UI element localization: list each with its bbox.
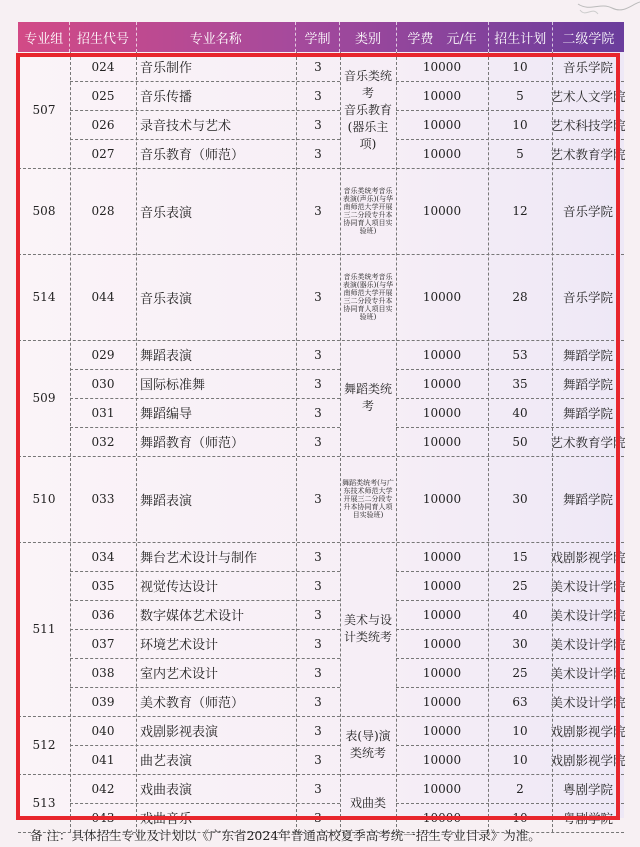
column-divider	[296, 52, 297, 832]
header-plan: 招生计划	[489, 22, 553, 52]
row-divider	[396, 600, 624, 601]
enrollment-plan: 5	[516, 88, 524, 103]
college-name: 音乐学院	[562, 290, 613, 305]
major-name: 室内艺术设计	[140, 667, 219, 682]
tuition-fee: 10000	[422, 636, 462, 651]
enrollment-code: 039	[91, 694, 115, 709]
enrollment-code: 040	[91, 723, 115, 738]
study-years: 3	[314, 636, 322, 651]
major-name: 音乐传播	[140, 90, 193, 105]
table-header	[18, 22, 624, 52]
row-divider	[396, 110, 624, 111]
enrollment-plan: 10	[512, 810, 528, 825]
college-name: 艺术教育学院	[550, 146, 626, 162]
enrollment-plan: 10	[512, 117, 528, 132]
college-name: 戏剧影视学院	[550, 723, 626, 739]
college-name: 舞蹈学院	[562, 405, 613, 421]
row-divider	[396, 658, 624, 659]
study-years: 3	[314, 204, 322, 218]
tuition-fee: 10000	[422, 781, 462, 796]
row-divider	[70, 139, 340, 140]
tuition-fee: 10000	[422, 578, 462, 593]
tuition-fee: 10000	[422, 607, 462, 622]
study-years: 3	[314, 59, 322, 74]
study-years: 3	[314, 578, 322, 593]
major-name: 音乐表演	[140, 205, 193, 221]
enrollment-plan: 40	[512, 607, 528, 622]
row-divider	[396, 629, 624, 630]
category-cell: 戏曲类	[349, 795, 386, 810]
header-college: 二级学院	[562, 31, 615, 47]
study-years: 3	[314, 117, 322, 132]
major-name: 舞台艺术设计与制作	[140, 551, 258, 566]
row-divider	[70, 81, 340, 82]
major-name: 戏剧影视表演	[140, 725, 219, 740]
major-name: 戏曲表演	[140, 783, 193, 798]
header-years: 学制	[296, 22, 340, 52]
tuition-fee: 10000	[422, 434, 462, 449]
enrollment-plan: 10	[512, 752, 528, 767]
major-name: 环境艺术设计	[140, 638, 219, 653]
category-cell: 舞蹈类统考(与广东技术师范大学开展三二分段专升本协同育人项目实验班)	[342, 479, 394, 519]
row-divider	[70, 398, 340, 399]
study-years: 3	[314, 810, 322, 825]
major-name: 戏曲音乐	[140, 812, 193, 827]
header-group: 专业组	[18, 22, 70, 52]
enrollment-code: 031	[91, 405, 115, 420]
row-divider	[396, 687, 624, 688]
major-name: 数字媒体艺术设计	[140, 609, 245, 624]
enrollment-plan: 10	[512, 59, 528, 74]
enrollment-plan: 63	[512, 694, 528, 709]
enrollment-code: 038	[91, 665, 115, 680]
study-years: 3	[314, 752, 322, 767]
row-divider	[396, 571, 624, 572]
row-divider	[70, 369, 340, 370]
major-name: 曲艺表演	[140, 754, 193, 769]
major-name: 视觉传达设计	[140, 580, 219, 595]
major-name: 音乐教育（师范）	[140, 148, 245, 163]
tuition-fee: 10000	[422, 405, 462, 420]
row-divider	[396, 81, 624, 82]
tuition-fee: 10000	[422, 665, 462, 680]
group-number: 509	[32, 391, 56, 405]
tuition-fee: 10000	[422, 88, 462, 103]
group-number: 513	[32, 796, 56, 810]
row-divider	[70, 629, 340, 630]
enrollment-code: 034	[91, 549, 115, 564]
row-divider	[70, 110, 340, 111]
row-divider	[70, 658, 340, 659]
college-name: 美术设计学院	[550, 607, 626, 623]
enrollment-code: 043	[91, 810, 115, 825]
tuition-fee: 10000	[422, 549, 462, 564]
college-name: 戏剧影视学院	[550, 752, 626, 768]
column-divider	[396, 52, 397, 832]
enrollment-plan: 15	[512, 549, 528, 564]
enrollment-code: 035	[91, 578, 115, 593]
study-years: 3	[314, 434, 322, 449]
major-name: 音乐表演	[140, 291, 193, 307]
enrollment-code: 032	[91, 434, 115, 449]
study-years: 3	[314, 347, 322, 362]
study-years: 3	[314, 88, 322, 103]
group-number: 507	[32, 103, 56, 117]
study-years: 3	[314, 607, 322, 622]
tuition-fee: 10000	[422, 723, 462, 738]
college-name: 粤剧学院	[562, 781, 613, 797]
group-number: 512	[32, 738, 56, 752]
enrollment-plan: 10	[512, 723, 528, 738]
enrollment-plan: 50	[512, 434, 528, 449]
group-number: 514	[32, 290, 56, 304]
major-name: 国际标准舞	[140, 378, 206, 393]
college-name: 戏剧影视学院	[550, 549, 626, 565]
enrollment-plan: 25	[512, 665, 528, 680]
row-divider	[70, 600, 340, 601]
enrollment-table	[18, 52, 626, 827]
study-years: 3	[314, 723, 322, 738]
enrollment-code: 026	[91, 117, 115, 132]
tuition-fee: 10000	[422, 117, 462, 132]
major-name: 舞蹈教育（师范）	[140, 436, 245, 451]
enrollment-code: 036	[91, 607, 115, 622]
category-cell: 音乐类统考音乐表演(器乐)(与华南师范大学开展三二分段专升本协同育人项目实验班)	[342, 273, 394, 321]
tuition-fee: 10000	[422, 347, 462, 362]
enrollment-code: 027	[91, 146, 115, 161]
header-code: 招生代号	[70, 22, 136, 52]
enrollment-code: 028	[91, 204, 115, 218]
study-years: 3	[314, 376, 322, 391]
tuition-fee: 10000	[422, 376, 462, 391]
study-years: 3	[314, 146, 322, 161]
enrollment-code: 025	[91, 88, 115, 103]
row-divider	[396, 803, 624, 804]
group-number: 510	[32, 492, 56, 506]
tuition-fee: 10000	[422, 752, 462, 767]
college-name: 艺术人文学院	[550, 88, 626, 104]
row-divider	[396, 427, 624, 428]
enrollment-code: 030	[91, 376, 115, 391]
category-cell: 音乐类统考 音乐教育 (器乐主项)	[343, 68, 392, 151]
column-divider	[552, 52, 553, 832]
enrollment-plan: 25	[512, 578, 528, 593]
study-years: 3	[314, 549, 322, 564]
enrollment-plan: 2	[516, 781, 524, 796]
major-name: 音乐制作	[140, 61, 193, 76]
college-name: 艺术科技学院	[550, 117, 626, 133]
enrollment-code: 041	[91, 752, 115, 767]
major-name: 舞蹈表演	[140, 493, 193, 509]
enrollment-plan: 28	[512, 290, 528, 304]
tuition-fee: 10000	[422, 204, 462, 218]
row-divider	[70, 687, 340, 688]
enrollment-plan: 5	[516, 146, 524, 161]
enrollment-plan: 35	[512, 376, 528, 391]
study-years: 3	[314, 492, 322, 506]
college-name: 粤剧学院	[562, 810, 613, 826]
college-name: 音乐学院	[562, 59, 613, 75]
major-name: 舞蹈表演	[140, 349, 193, 364]
enrollment-code: 029	[91, 347, 115, 362]
tuition-fee: 10000	[422, 146, 462, 161]
enrollment-code: 044	[91, 290, 115, 304]
college-name: 美术设计学院	[550, 694, 626, 710]
enrollment-plan: 30	[512, 636, 528, 651]
category-cell: 舞蹈类统考	[343, 382, 392, 413]
row-divider	[70, 745, 340, 746]
header-major: 专业名称	[137, 22, 296, 52]
college-name: 美术设计学院	[550, 665, 626, 681]
tuition-fee: 10000	[422, 694, 462, 709]
row-divider	[70, 427, 340, 428]
study-years: 3	[314, 665, 322, 680]
tuition-fee: 10000	[422, 59, 462, 74]
study-years: 3	[314, 694, 322, 709]
row-divider	[396, 745, 624, 746]
enrollment-plan: 40	[512, 405, 528, 420]
enrollment-code: 037	[91, 636, 115, 651]
category-cell: 音乐类统考音乐表演(声乐)(与华南师范大学开展三二分段专升本协同育人项目实验班)	[342, 187, 394, 235]
college-name: 舞蹈学院	[562, 347, 613, 363]
row-divider	[396, 369, 624, 370]
tuition-fee: 10000	[422, 290, 462, 304]
column-divider	[136, 52, 137, 832]
enrollment-plan: 30	[512, 492, 528, 506]
study-years: 3	[314, 781, 322, 796]
row-divider	[396, 139, 624, 140]
enrollment-code: 042	[91, 781, 115, 796]
tuition-fee: 10000	[422, 492, 462, 506]
column-divider	[70, 52, 71, 832]
row-divider	[70, 571, 340, 572]
college-name: 美术设计学院	[550, 636, 626, 652]
college-name: 舞蹈学院	[562, 376, 613, 392]
row-divider	[396, 398, 624, 399]
study-years: 3	[314, 290, 322, 304]
college-name: 艺术教育学院	[550, 434, 626, 450]
header-category: 类别	[340, 22, 396, 52]
study-years: 3	[314, 405, 322, 420]
group-number: 511	[32, 622, 56, 636]
category-cell: 美术与设计类统考	[343, 613, 392, 644]
college-name: 美术设计学院	[550, 578, 626, 594]
enrollment-plan: 12	[512, 204, 528, 218]
tuition-fee: 10000	[422, 810, 462, 825]
header-fee: 学费 元/年	[397, 22, 489, 52]
row-divider	[70, 803, 340, 804]
college-name: 舞蹈学院	[562, 492, 613, 507]
column-divider	[340, 52, 341, 832]
major-name: 舞蹈编导	[140, 407, 193, 422]
enrollment-code: 033	[91, 492, 115, 506]
enrollment-plan: 53	[512, 347, 528, 362]
footnote: 备 注：具体招生专业及计划以《广东省2024年普通高校夏季高考统一招生专业目录》为准。	[30, 828, 541, 843]
college-name: 音乐学院	[562, 204, 613, 219]
column-divider	[488, 52, 489, 832]
group-number: 508	[32, 204, 56, 218]
major-name: 美术教育（师范）	[140, 696, 245, 711]
category-cell: 表(导)演类统考	[345, 729, 391, 760]
major-name: 录音技术与艺术	[140, 119, 232, 134]
enrollment-code: 024	[91, 59, 115, 74]
